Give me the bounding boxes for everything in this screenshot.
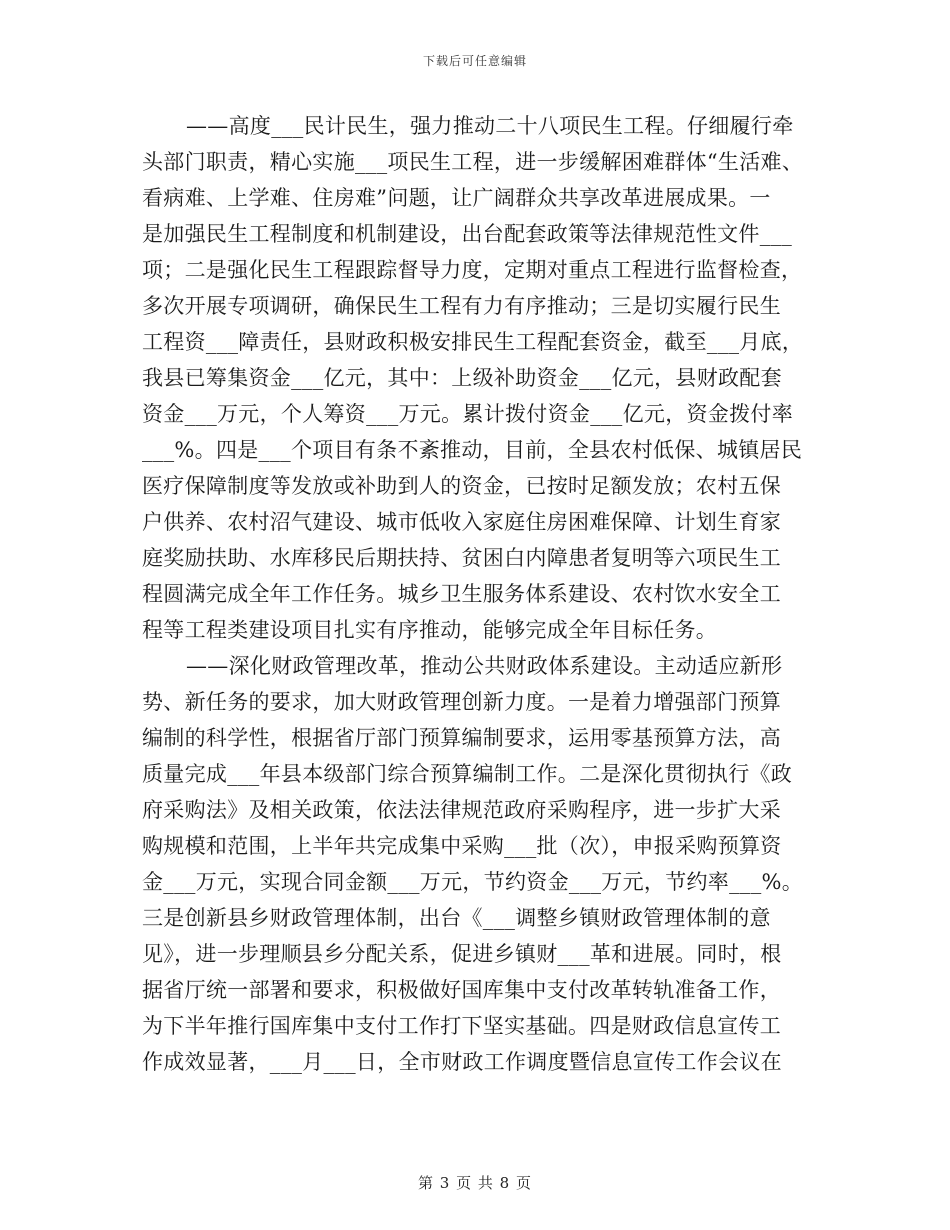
text-line: 府采购法》及相关政策，依法法律规范政府采购程序，进一步扩大采 <box>142 798 781 822</box>
text-line: ——高度___民计民生，强力推动二十八项民生工程。仔细履行牵 <box>186 114 794 138</box>
text-line: 购规模和范围，上半年共完成集中采购___批（次），申报采购预算资 <box>142 834 782 858</box>
text-line: 势、新任务的要求，加大财政管理创新力度。一是着力增强部门预算 <box>142 690 781 714</box>
text-line: 资金___万元，个人筹资___万元。累计拨付资金___亿元，资金拨付率 <box>142 402 793 426</box>
text-line: 看病难、上学难、住房难”问题，让广阔群众共享改革进展成果。一 <box>142 186 771 210</box>
text-line: 为下半年推行国库集中支付工作打下坚实基础。四是财政信息宣传工 <box>142 1014 781 1038</box>
text-line: ___%。四是___个项目有条不紊推动，目前，全县农村低保、城镇居民 <box>142 438 803 462</box>
text-line: 项；二是强化民生工程跟踪督导力度，定期对重点工程进行监督检查， <box>142 258 803 282</box>
text-line: 多次开展专项调研，确保民生工程有力有序推动；三是切实履行民生 <box>142 294 781 318</box>
text-line: 是加强民生工程制度和机制建设，出台配套政策等法律规范性文件___ <box>142 222 793 246</box>
text-line: 三是创新县乡财政管理体制，出台《___调整乡镇财政管理体制的意 <box>142 906 771 930</box>
text-line: 庭奖励扶助、水库移民后期扶持、贫困白内障患者复明等六项民生工 <box>142 546 781 570</box>
text-line: ——深化财政管理改革，推动公共财政体系建设。主动适应新形 <box>186 654 783 678</box>
text-line: 头部门职责，精心实施___项民生工程，进一步缓解困难群体“生活难、 <box>142 150 804 174</box>
text-line: 程圆满完成全年工作任务。城乡卫生服务体系建设、农村饮水安全工 <box>142 582 781 606</box>
body-text <box>142 108 822 1080</box>
paragraph-finance-reform <box>142 648 822 1080</box>
text-line: 据省厅统一部署和要求，积极做好国库集中支付改革转轨准备工作， <box>142 978 781 1002</box>
text-line: 见》，进一步理顺县乡分配关系，促进乡镇财___革和进展。同时，根 <box>142 942 782 966</box>
paragraph-livelihood <box>142 108 822 648</box>
text-line: 医疗保障制度等发放或补助到人的资金，已按时足额发放；农村五保 <box>142 474 781 498</box>
text-line: 编制的科学性，根据省厅部门预算编制要求，运用零基预算方法，高 <box>142 726 781 750</box>
page-number-footer: 第 3 页 共 8 页 <box>418 1174 532 1192</box>
text-line: 金___万元，实现合同金额___万元，节约资金___万元，节约率___%。 <box>142 870 804 894</box>
text-line: 工程资___障责任，县财政积极安排民生工程配套资金，截至___月底， <box>142 330 804 354</box>
text-line: 程等工程类建设项目扎实有序推动，能够完成全年目标任务。 <box>142 618 718 642</box>
text-line: 我县已筹集资金___亿元，其中：上级补助资金___亿元，县财政配套 <box>142 366 782 390</box>
text-line: 质量完成___年县本级部门综合预算编制工作。二是深化贯彻执行《政 <box>142 762 793 786</box>
header-note: 下载后可任意编辑 <box>422 54 527 68</box>
text-line: 户供养、农村沼气建设、城市低收入家庭住房困难保障、计划生育家 <box>142 510 781 534</box>
text-line: 作成效显著，___月___日，全市财政工作调度暨信息宣传工作会议在 <box>142 1050 782 1074</box>
